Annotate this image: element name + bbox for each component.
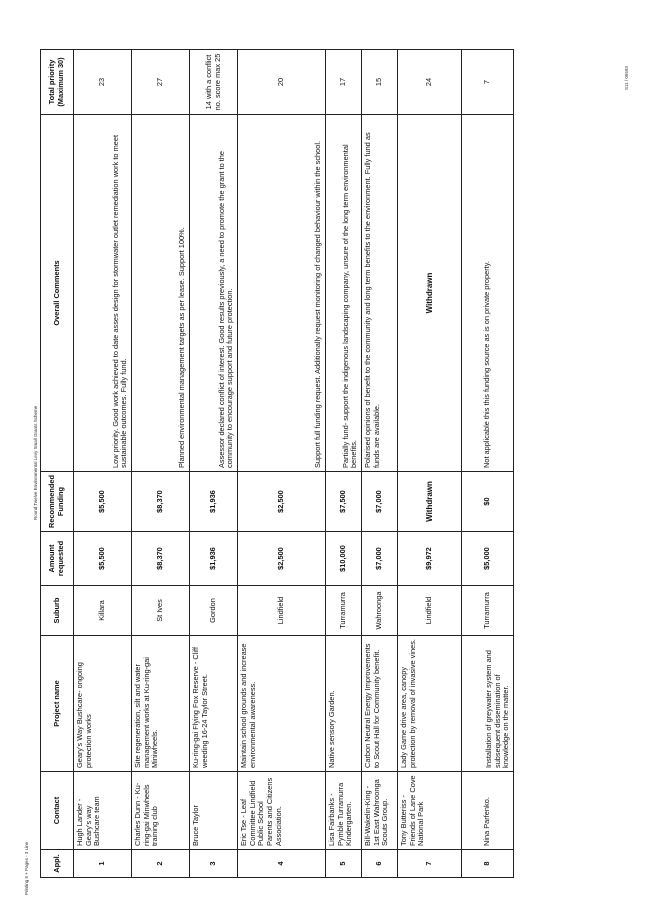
cell-recommended-funding: $7,000 xyxy=(362,472,398,532)
document-reference-code: S11 / 05593 xyxy=(624,66,629,90)
cell-project: Geary's Way Bushcare- ongoing protection works xyxy=(74,636,132,772)
cell-comments: Not applicable this this funding source as is on private property. xyxy=(462,115,514,472)
header-suburb: Suburb xyxy=(41,586,74,636)
table-row xyxy=(462,50,514,878)
header-contact: Contact xyxy=(41,772,74,850)
cell-amount-requested: $2,500 xyxy=(238,532,326,586)
cell-contact: Nina Parfenko. xyxy=(462,772,514,850)
cell-appl: 1 xyxy=(74,850,132,878)
header-total-priority: Total priority (Maximum 30) xyxy=(41,50,74,115)
cell-appl: 8 xyxy=(462,850,514,878)
cell-recommended-funding: $7,500 xyxy=(326,472,362,532)
cell-contact: Lisa Fairbanks - Pymble Turramurra Kindergarten. xyxy=(326,772,362,850)
cell-suburb: Gordon xyxy=(190,586,238,636)
cell-contact: Tony Butteriss - Friends of Lane Cove National Park xyxy=(398,772,462,850)
cell-contact: Bill-Wakelin-King - 1st East Wahroonga Scouts Group. xyxy=(362,772,398,850)
cell-appl: 7 xyxy=(398,850,462,878)
cell-comments: Low priority. Good work achieved to date asses design for stormwater outlet remediation work to meet sustainable outcomes. Fully fund. xyxy=(74,115,132,472)
cell-appl: 3 xyxy=(190,850,238,878)
cell-appl: 2 xyxy=(132,850,190,878)
cell-priority: 23 xyxy=(74,50,132,115)
cell-priority: 24 xyxy=(398,50,462,115)
cell-comments: Support full funding request. Additionally request monitoring of changed behaviour within the school. xyxy=(238,115,326,472)
header-appl: Appl. xyxy=(41,850,74,878)
table-row xyxy=(74,50,132,878)
cell-amount-requested: $5,500 xyxy=(74,532,132,586)
cell-comments: Planned environmental management targets as per lease. Support 100%. xyxy=(132,115,190,472)
cell-suburb: Turramurra xyxy=(462,586,514,636)
cell-amount-requested: $1,936 xyxy=(190,532,238,586)
cell-contact: Charles Dunn - Ku-ring-gai Minwheels training club xyxy=(132,772,190,850)
cell-comments: Withdrawn xyxy=(398,115,462,472)
page-footer: Printing 5 + Pages - 3 Line xyxy=(24,841,29,895)
cell-priority: 17 xyxy=(326,50,362,115)
cell-priority: 27 xyxy=(132,50,190,115)
header-amount-requested: Amount requested xyxy=(41,532,74,586)
cell-recommended-funding: Withdrawn xyxy=(398,472,462,532)
table-header-row xyxy=(41,50,74,878)
cell-recommended-funding: $1,936 xyxy=(190,472,238,532)
document-title: Round Twelve Environmental Levy Small Grants Scheme xyxy=(33,405,38,520)
cell-amount-requested: $9,972 xyxy=(398,532,462,586)
cell-priority: 20 xyxy=(238,50,326,115)
cell-suburb: St Ives xyxy=(132,586,190,636)
cell-appl: 6 xyxy=(362,850,398,878)
cell-recommended-funding: $2,500 xyxy=(238,472,326,532)
cell-comments: Assessor declared conflict of interest. Good results previously, a need to promote the grant to the community to encourage support and future protection. xyxy=(190,115,238,472)
cell-amount-requested: $5,000 xyxy=(462,532,514,586)
cell-priority: 15 xyxy=(362,50,398,115)
cell-comments: Polarised opinions of benefit to the community and long term benefits to the environment. Fully fund as funds are available. xyxy=(362,115,398,472)
table-row xyxy=(398,50,462,878)
cell-project: Native sensory Garden. xyxy=(326,636,362,772)
cell-amount-requested: $10,000 xyxy=(326,532,362,586)
header-project-name: Project name xyxy=(41,636,74,772)
cell-project: Ku-ring-gai Flying Fox Reserve - Cliff weeding 16-24 Taylor Street. xyxy=(190,636,238,772)
cell-recommended-funding: $8,370 xyxy=(132,472,190,532)
cell-appl: 5 xyxy=(326,850,362,878)
cell-contact: Bruce Taylor xyxy=(190,772,238,850)
cell-suburb: Lindfield xyxy=(238,586,326,636)
table-row xyxy=(132,50,190,878)
cell-priority: 14 with a conflict no. score max 25 xyxy=(190,50,238,115)
cell-recommended-funding: $5,500 xyxy=(74,472,132,532)
grants-table-page xyxy=(40,50,600,878)
header-recommended-funding: Recommended Funding xyxy=(41,472,74,532)
table-row xyxy=(362,50,398,878)
cell-amount-requested: $7,000 xyxy=(362,532,398,586)
cell-suburb: Killara xyxy=(74,586,132,636)
cell-amount-requested: $8,370 xyxy=(132,532,190,586)
cell-project: Lady Game drive area, canopy protection by removal of invasive vines. xyxy=(398,636,462,772)
cell-project: Maintain school grounds and increase environmental awareness. xyxy=(238,636,326,772)
cell-priority: 7 xyxy=(462,50,514,115)
header-overall-comments: Overall Comments xyxy=(41,115,74,472)
cell-project: Site regeneration, silt and water management works at Ku-ring-gai Miniwheels. xyxy=(132,636,190,772)
cell-recommended-funding: $0 xyxy=(462,472,514,532)
cell-project: Installation of greywater system and subsequent dissemination of knowledge on the matter. xyxy=(462,636,514,772)
cell-comments: Partially fund- support the indigenous landscaping company, unsure of the long term environmental benefits. xyxy=(326,115,362,472)
cell-suburb: Lindfield xyxy=(398,586,462,636)
grants-table xyxy=(40,49,514,878)
cell-project: Carbon Neutral Energy Improvements to Scout Hall for Community benefit. xyxy=(362,636,398,772)
cell-contact: Eric Tse - Leaf Committee Lindfield Public School Parents and Citizens Association. xyxy=(238,772,326,850)
table-row xyxy=(190,50,238,878)
cell-contact: Hugh Lander - Geary's way Bushcare team xyxy=(74,772,132,850)
cell-suburb: Turramurra xyxy=(326,586,362,636)
cell-appl: 4 xyxy=(238,850,326,878)
cell-suburb: Wahroonga xyxy=(362,586,398,636)
table-row xyxy=(326,50,362,878)
table-row xyxy=(238,50,326,878)
